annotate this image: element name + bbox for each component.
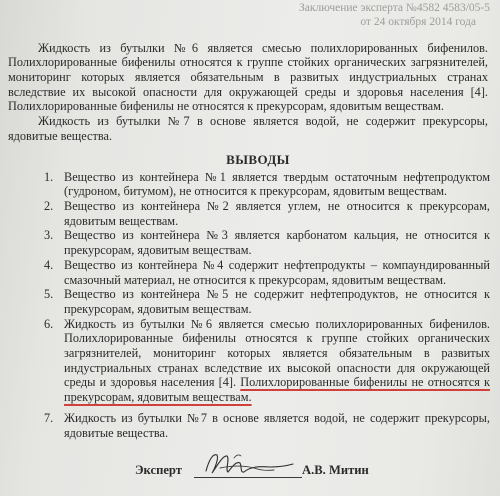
text-line: ядовитые вещества. [64, 425, 169, 440]
conclusion-item-7 [40, 411, 490, 440]
signature-role: Эксперт [135, 463, 182, 477]
handwritten-signature [190, 446, 305, 484]
red-underline-mark: Полихлорированные бифенилы не относятся к [240, 375, 491, 390]
text-line: Жидкость из бутылки №6 является смесью полихлорированных бифенилов. [38, 40, 488, 55]
text-line: Полихлорированные бифенилы не относятся к прекурсорам, ядовитым веществам. [8, 99, 444, 114]
text-line: Вещество из контейнера №5 не содержит нефтепродуктов, не относится к [64, 287, 490, 302]
signature-stroke [206, 455, 293, 473]
text-line: загрязнителей, мониторинг которых является обязательным в развитых [64, 346, 490, 361]
text-line: Вещество из контейнера №1 является твердым остаточным нефтепродуктом [64, 169, 490, 184]
text-line: прекурсорам, ядовитым веществам. [64, 301, 252, 316]
text-line: вследствие их высокой опасности для окружающей среды и здоровья населения [4]. [8, 84, 488, 99]
conclusion-item-6 [40, 317, 490, 405]
item-number: 7. [44, 410, 54, 425]
conclusions-list [40, 170, 490, 441]
text-line [64, 390, 490, 405]
conclusion-item-1 [40, 170, 490, 199]
text-line [64, 375, 490, 390]
text-line: Жидкость из бутылки №6 является смесью полихлорированных бифенилов. [64, 316, 490, 331]
item-number: 3. [44, 228, 54, 243]
header-date: от 24 октября 2014 года [360, 16, 476, 28]
text-line: смазочный материал, не относится к прекурсорам, ядовитым веществам. [64, 272, 447, 287]
text-line: Вещество из контейнера №2 является углем, не относится к прекурсорам, [64, 199, 490, 213]
text-line: прекурсорам, ядовитым веществам. [64, 243, 252, 258]
intro-paragraph-bottle-6 [8, 41, 488, 115]
text-line: Вещество из контейнера №3 является карбонатом кальция, не относится к [64, 228, 490, 243]
item-number: 4. [44, 257, 54, 272]
conclusions-heading: ВЫВОДЫ [226, 151, 290, 167]
text-line: Вещество из контейнера №4 содержит нефтепродукты – компаундированный [64, 257, 490, 272]
text-line: ядовитые вещества. [8, 128, 113, 143]
item-number: 2. [44, 199, 54, 213]
red-underline-mark: прекурсорам, ядовитым веществам. [64, 390, 252, 405]
text-line: индустриальных странах вследствие их высокой опасности для окружающей [64, 360, 490, 375]
conclusion-item-3 [40, 228, 490, 257]
item-number: 6. [44, 316, 54, 331]
text-line: (гудроном, битумом), не относится к прекурсорам, ядовитым веществам. [64, 184, 448, 199]
text-line: ядовитым веществам. [64, 213, 179, 228]
conclusion-item-4 [40, 258, 490, 287]
conclusion-item-5 [40, 287, 490, 316]
conclusion-item-2 [40, 199, 490, 228]
header-conclusion-number: Заключение эксперта №4582 4583/05-5 [299, 2, 490, 14]
text-line: Полихлорированные бифенилы относятся к группе стойких органических [64, 331, 490, 346]
text-line: Полихлорированные бифенилы относятся к группе стойких органических загрязнителей, [8, 55, 488, 70]
text-line: Жидкость из бутылки №7 в основе является водой, не содержит прекурсоры, [64, 410, 490, 425]
text-line: мониторинг которых является обязательным в развитых индустриальных странах [8, 70, 488, 84]
item-number: 1. [44, 169, 54, 184]
signature-stroke [234, 455, 241, 458]
intro-section [8, 41, 488, 144]
signature-name: А.В. Митин [302, 463, 369, 477]
text-line: Жидкость из бутылки №7 в основе является водой, не содержит прекурсоры, [38, 114, 488, 129]
text-segment: среды и здоровья населения [4]. [64, 375, 237, 390]
document-header [299, 1, 490, 29]
intro-paragraph-bottle-7 [8, 114, 488, 143]
item-number: 5. [44, 287, 54, 302]
